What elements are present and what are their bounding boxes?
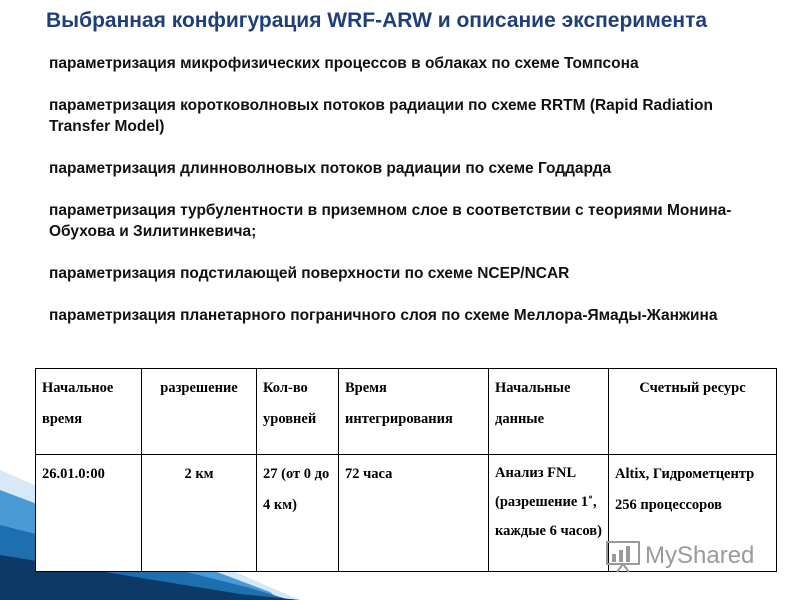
header-integration-time: Время интегрирования <box>339 369 489 455</box>
slide-title: Выбранная конфигурация WRF-ARW и описание эксперимента <box>46 9 708 32</box>
list-item: параметризация коротковолновых потоков радиации по схеме RRTM (Rapid Radiation Transfer Model) <box>49 97 713 135</box>
header-initial-data: Начальные данные <box>489 369 609 455</box>
list-item: параметризация подстилающей поверхности по схеме NCEP/NCAR <box>49 265 570 282</box>
cell-levels: 27 (от 0 до 4 км) <box>257 455 339 572</box>
header-levels: Кол-во уровней <box>257 369 339 455</box>
list-item: параметризация длинноволновых потоков радиации по схеме Годдарда <box>49 160 612 177</box>
table-header-row <box>36 369 777 455</box>
cell-initial-data: Анализ FNL (разрешение 1˚, каждые 6 часов) <box>489 455 609 572</box>
cell-integration-time: 72 часа <box>339 455 489 572</box>
cell-resource: Altix, Гидрометцентр 256 процессоров <box>609 455 777 572</box>
cell-start-time: 26.01.0:00 <box>36 455 142 572</box>
header-resolution: разрешение <box>142 369 257 455</box>
watermark-text: MyShared <box>645 542 755 569</box>
list-item: параметризация планетарного пограничного слоя по схеме Меллора-Ямады-Жанжина <box>49 307 718 324</box>
watermark <box>605 536 775 576</box>
header-resource: Счетный ресурс <box>609 369 777 455</box>
list-item: параметризация турбулентности в приземном слое в соответствии с теориями Монина-Обухова и Зилитинкевича; <box>49 202 732 240</box>
parameterization-list <box>49 53 769 326</box>
list-item: параметризация микрофизических процессов в облаках по схеме Томпсона <box>49 55 639 72</box>
header-start-time: Начальное время <box>36 369 142 455</box>
presentation-chart-icon <box>605 539 641 573</box>
cell-resolution: 2 км <box>142 455 257 572</box>
